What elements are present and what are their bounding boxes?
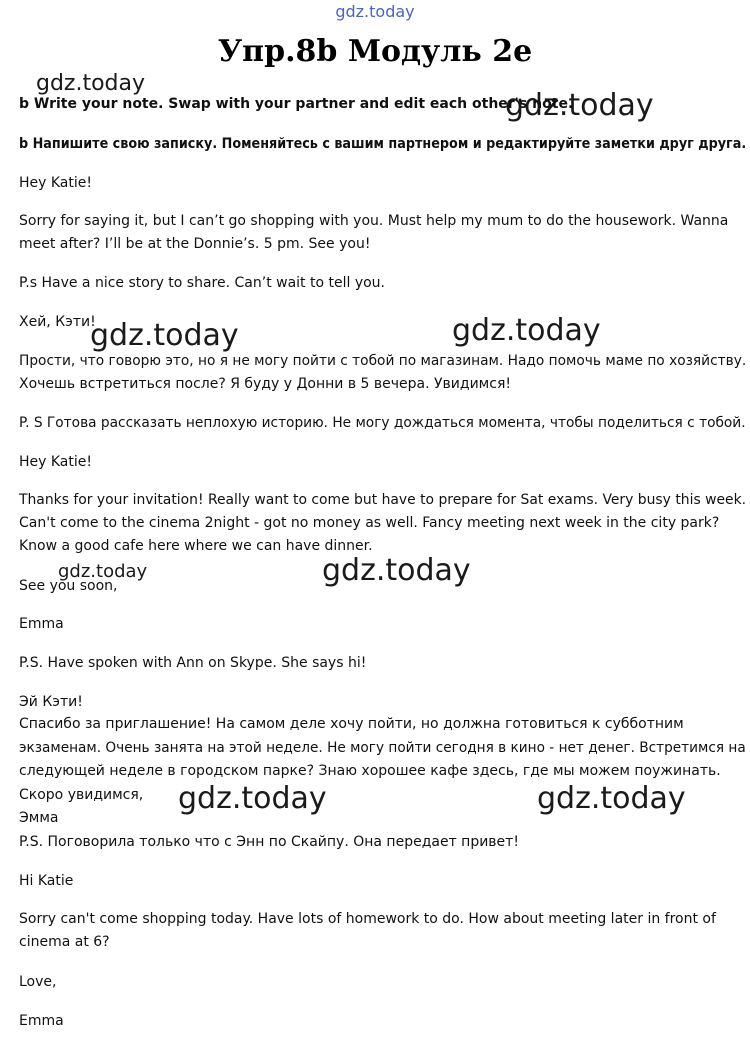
note1-ru-greeting: Хей, Кэти!	[19, 314, 96, 330]
watermark: gdz.today	[452, 313, 601, 348]
note2-en-line: Thanks for your invitation! Really want to come but have to prepare for Sat exams. Very busy this week.	[19, 492, 747, 508]
note3-en-closing: Love,	[19, 974, 57, 990]
note2-ru-line: Спасибо за приглашение! На самом деле хочу пойти, но должна готовиться к субботним	[19, 716, 684, 732]
top-watermark: gdz.today	[335, 2, 415, 21]
note2-en-line: Can't come to the cinema 2night - got no money as well. Fancy meeting next week in the city park?	[19, 515, 720, 531]
note2-en-line: Know a good cafe here where we can have dinner.	[19, 538, 373, 554]
note2-ru-greeting: Эй Кэти!	[19, 694, 83, 710]
watermark: gdz.today	[537, 781, 686, 816]
note3-en-greeting: Hi Katie	[19, 873, 74, 889]
note1-ru-line: Прости, что говорю это, но я не могу пойти с тобой по магазинам. Надо помочь маме по хозяйству.	[19, 353, 747, 369]
watermark: gdz.today	[36, 71, 146, 96]
note3-en-line: Sorry can't come shopping today. Have lots of homework to do. How about meeting later in front of	[19, 911, 716, 927]
note1-ru-ps: P. S Готова рассказать неплохую историю. Не могу дождаться момента, чтобы поделиться с тобой.	[19, 415, 746, 431]
note1-en-line: Sorry for saying it, but I can’t go shopping with you. Must help my mum to do the housework. Wanna	[19, 213, 729, 229]
note2-en-greeting: Hey Katie!	[19, 454, 92, 470]
task-ru: b Напишите свою записку. Поменяйтесь с вашим партнером и редактируйте заметки друг друга.	[19, 136, 747, 152]
note3-en-line: cinema at 6?	[19, 934, 110, 950]
note2-ru-line: следующей неделе в городском парке? Знаю хорошее кафе здесь, где мы можем поужинать.	[19, 763, 721, 779]
note2-ru-closing: Скоро увидимся,	[19, 787, 144, 803]
task-en: b Write your note. Swap with your partner and edit each other's note.	[19, 96, 574, 112]
note2-en-closing: See you soon,	[19, 578, 118, 594]
note3-en-signature: Emma	[19, 1013, 64, 1029]
watermark: gdz.today	[90, 318, 239, 353]
watermark: gdz.today	[505, 88, 654, 123]
note1-en-ps: P.s Have a nice story to share. Can’t wait to tell you.	[19, 275, 386, 291]
note1-en-greeting: Hey Katie!	[19, 175, 92, 191]
note1-en-line: meet after? I’ll be at the Donnie’s. 5 pm. See you!	[19, 236, 371, 252]
watermark: gdz.today	[178, 781, 327, 816]
note2-en-signature: Emma	[19, 616, 64, 632]
note1-ru-line: Хочешь встретиться после? Я буду у Донни в 5 вечера. Увидимся!	[19, 376, 511, 392]
watermark: gdz.today	[322, 553, 471, 588]
note2-en-ps: P.S. Have spoken with Ann on Skype. She says hi!	[19, 655, 367, 671]
page-title: Упр.8b Модуль 2e	[217, 34, 533, 69]
watermark: gdz.today	[58, 561, 148, 582]
note2-ru-ps: P.S. Поговорила только что с Энн по Скайпу. Она передает привет!	[19, 834, 519, 850]
note2-ru-line: экзаменам. Очень занята на этой неделе. Не могу пойти сегодня в кино - нет денег. Встретимся на	[19, 740, 746, 756]
note2-ru-signature: Эмма	[19, 810, 59, 826]
